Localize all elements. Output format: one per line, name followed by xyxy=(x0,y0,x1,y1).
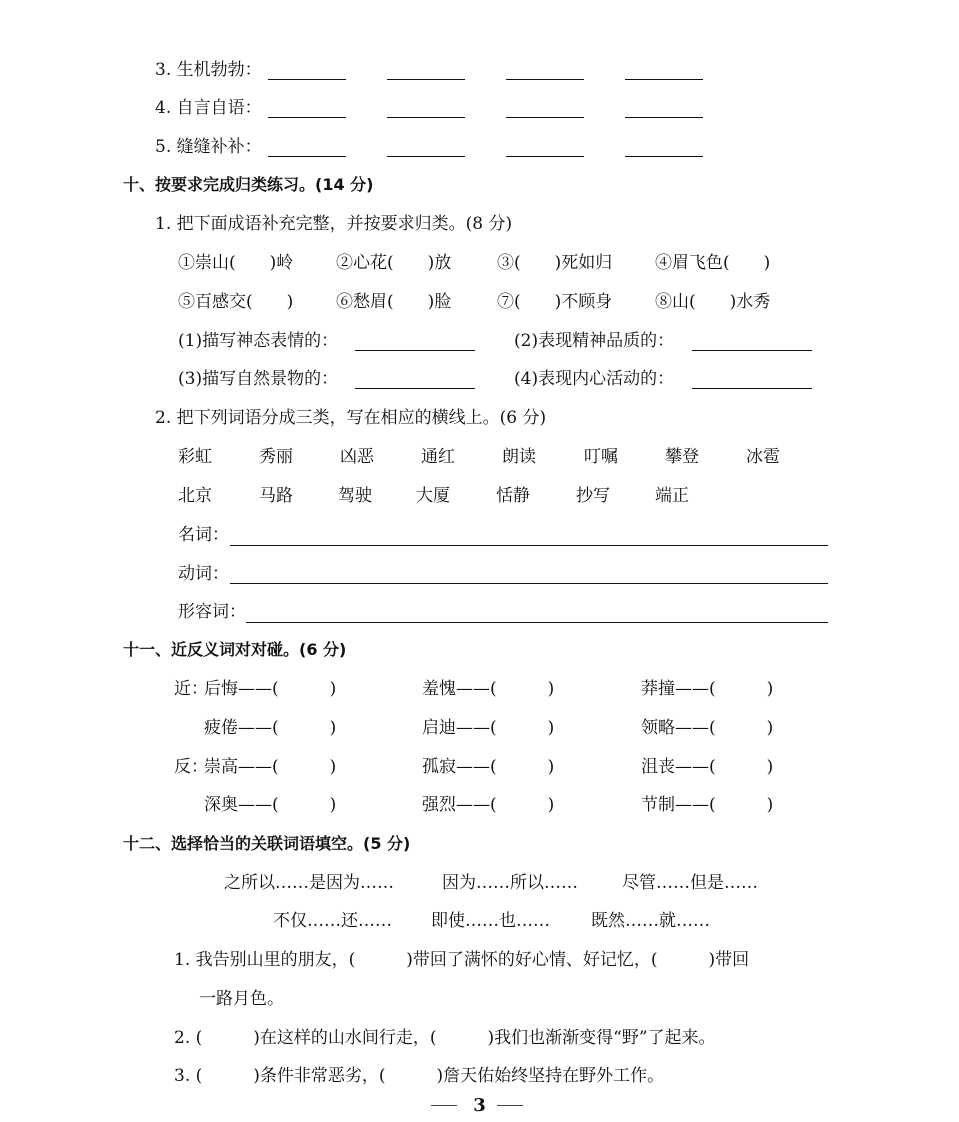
word-item: 彩虹 xyxy=(178,447,212,467)
idiom-item[interactable]: ②心花( )放 xyxy=(336,253,452,273)
section-12-q3: 3. ( )条件非常恶劣，( )詹天佑始终坚持在野外工作。 xyxy=(174,1066,665,1086)
answer-blank[interactable] xyxy=(268,156,346,157)
word-item: 端正 xyxy=(655,486,689,506)
q5-fengfengbubu: 5. 缝缝补补： xyxy=(155,137,262,157)
adjective-answer-line[interactable] xyxy=(246,622,828,623)
word-item: 大厦 xyxy=(416,486,450,506)
answer-blank[interactable] xyxy=(625,117,703,118)
idiom-item[interactable]: ①崇山( )岭 xyxy=(178,253,294,273)
noun-answer-line[interactable] xyxy=(230,545,828,546)
antonym-label: 反： xyxy=(174,757,208,777)
conjunction-option: 因为……所以…… xyxy=(442,873,578,893)
word-pair[interactable]: 后悔——( ) xyxy=(204,679,337,699)
adjective-label: 形容词： xyxy=(178,602,246,622)
section-10-q2-prompt: 2. 把下列词语分成三类，写在相应的横线上。(6 分) xyxy=(155,408,547,428)
category-label: (1)描写神态表情的： xyxy=(178,331,339,351)
conjunction-option: 之所以……是因为…… xyxy=(224,873,394,893)
answer-blank[interactable] xyxy=(625,79,703,80)
word-item: 抄写 xyxy=(576,486,610,506)
word-pair[interactable]: 疲倦——( ) xyxy=(204,718,337,738)
page-number: 3 xyxy=(473,1095,486,1116)
conjunction-option: 既然……就…… xyxy=(591,911,710,931)
word-item: 朗读 xyxy=(502,447,536,467)
answer-blank[interactable] xyxy=(387,156,465,157)
verb-label: 动词： xyxy=(178,564,229,584)
word-pair[interactable]: 深奥——( ) xyxy=(204,795,337,815)
synonym-label: 近： xyxy=(174,679,208,699)
word-item: 攀登 xyxy=(665,447,699,467)
word-pair[interactable]: 领略——( ) xyxy=(641,718,774,738)
word-pair[interactable]: 崇高——( ) xyxy=(204,757,337,777)
word-item: 凶恶 xyxy=(340,447,374,467)
idiom-item[interactable]: ④眉飞色( ) xyxy=(655,253,771,273)
word-pair[interactable]: 羞愧——( ) xyxy=(422,679,555,699)
section-12-q1-line2: 一路月色。 xyxy=(199,989,284,1009)
answer-blank[interactable] xyxy=(268,79,346,80)
word-item: 通红 xyxy=(421,447,455,467)
word-pair[interactable]: 莽撞——( ) xyxy=(641,679,774,699)
answer-blank[interactable] xyxy=(692,388,812,389)
answer-blank[interactable] xyxy=(506,117,584,118)
answer-blank[interactable] xyxy=(625,156,703,157)
word-pair[interactable]: 沮丧——( ) xyxy=(641,757,774,777)
section-12-title: 十二、选择恰当的关联词语填空。(5 分) xyxy=(123,834,411,853)
word-item: 冰雹 xyxy=(746,447,780,467)
category-label: (4)表现内心活动的： xyxy=(514,369,675,389)
section-11-title: 十一、近反义词对对碰。(6 分) xyxy=(123,640,347,659)
answer-blank[interactable] xyxy=(387,117,465,118)
answer-blank[interactable] xyxy=(506,79,584,80)
noun-label: 名词： xyxy=(178,525,229,545)
word-item: 秀丽 xyxy=(259,447,293,467)
section-10-title: 十、按要求完成归类练习。(14 分) xyxy=(123,175,374,194)
word-pair[interactable]: 启迪——( ) xyxy=(422,718,555,738)
section-12-q1-line1: 1. 我告别山里的朋友，( )带回了满怀的好心情、好记忆，( )带回 xyxy=(174,950,750,970)
idiom-item[interactable]: ⑧山( )水秀 xyxy=(655,292,771,312)
word-pair[interactable]: 强烈——( ) xyxy=(422,795,555,815)
word-item: 叮嘱 xyxy=(584,447,618,467)
word-item: 驾驶 xyxy=(338,486,372,506)
answer-blank[interactable] xyxy=(692,350,812,351)
answer-blank[interactable] xyxy=(355,350,475,351)
answer-blank[interactable] xyxy=(355,388,475,389)
word-item: 马路 xyxy=(259,486,293,506)
answer-blank[interactable] xyxy=(268,117,346,118)
conjunction-option: 即使……也…… xyxy=(431,911,550,931)
word-item: 北京 xyxy=(178,486,212,506)
idiom-item[interactable]: ⑦( )不顾身 xyxy=(497,292,613,312)
idiom-item[interactable]: ③( )死如归 xyxy=(497,253,613,273)
word-pair[interactable]: 孤寂——( ) xyxy=(422,757,555,777)
footer-dash-right xyxy=(497,1105,523,1106)
conjunction-option: 不仅……还…… xyxy=(273,911,392,931)
category-label: (2)表现精神品质的： xyxy=(514,331,675,351)
word-item: 恬静 xyxy=(496,486,530,506)
q3-shengjibobo: 3. 生机勃勃： xyxy=(155,60,262,80)
category-label: (3)描写自然景物的： xyxy=(178,369,339,389)
word-pair[interactable]: 节制——( ) xyxy=(641,795,774,815)
answer-blank[interactable] xyxy=(506,156,584,157)
verb-answer-line[interactable] xyxy=(230,583,828,584)
conjunction-option: 尽管……但是…… xyxy=(622,873,758,893)
idiom-item[interactable]: ⑤百感交( ) xyxy=(178,292,294,312)
section-10-q1-prompt: 1. 把下面成语补充完整，并按要求归类。(8 分) xyxy=(155,214,513,234)
answer-blank[interactable] xyxy=(387,79,465,80)
idiom-item[interactable]: ⑥愁眉( )脸 xyxy=(336,292,452,312)
q4-ziyanziyu: 4. 自言自语： xyxy=(155,98,262,118)
section-12-q2: 2. ( )在这样的山水间行走，( )我们也渐渐变得“野”了起来。 xyxy=(174,1028,716,1048)
